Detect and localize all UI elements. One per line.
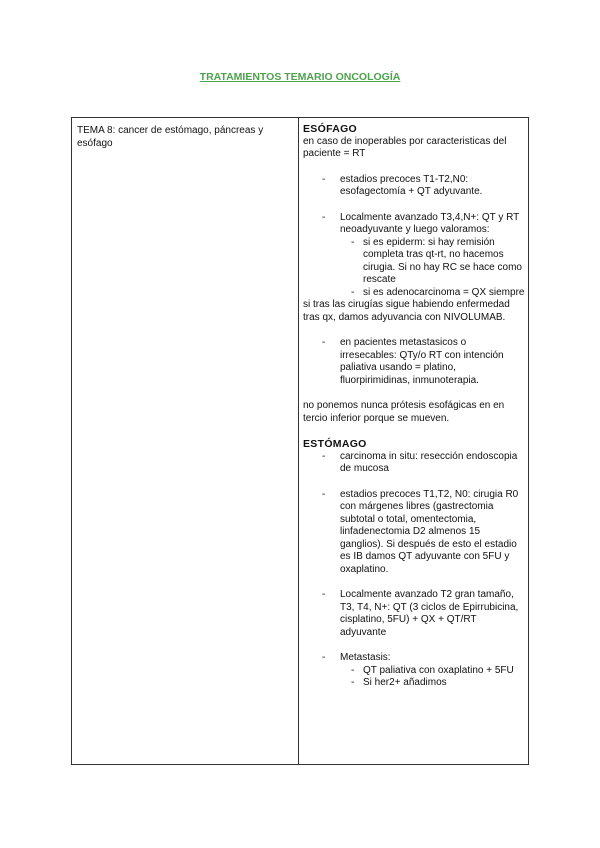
esofago-intro: en caso de inoperables por caracteristicas del paciente = RT <box>303 135 507 159</box>
estomago-item-text: estadios precoces T1,T2, N0: cirugia R0 con márgenes libres (gastrectomia subtotal o total, omentectomia, linfadenectomia D2 almenos 15 ganglios). Si después de esto el estadio es IB damos QT adyuvante con 5FU y oxaplatino. <box>340 488 519 575</box>
estomago-item <box>303 652 525 665</box>
document-title: TRATAMIENTOS TEMARIO ONCOLOGÍA <box>199 71 401 83</box>
bullet-dash: - <box>351 664 355 676</box>
esofago-subitem-text: si es adenocarcinoma = QX siempre <box>363 286 525 298</box>
estomago-heading: ESTÓMAGO <box>303 438 367 450</box>
bullet-dash: - <box>351 286 355 298</box>
esofago-subitem <box>303 237 525 287</box>
bullet-dash: - <box>322 450 326 462</box>
estomago-item <box>303 451 525 476</box>
bullet-dash: - <box>322 652 326 663</box>
estomago-item <box>303 589 525 639</box>
esofago-item <box>303 337 525 387</box>
estomago-subitem <box>303 665 525 678</box>
bullet-dash: - <box>322 589 326 600</box>
treatments-cell <box>303 123 525 690</box>
estomago-subitem-text: Si her2+ añadimos <box>363 677 447 688</box>
esofago-after: si tras las cirugías sigue habiendo enfermedad tras qx, damos adyuvancia con NIVOLUMAB. <box>303 299 510 323</box>
bullet-dash: - <box>351 677 355 688</box>
bullet-dash: - <box>322 211 326 223</box>
column-divider <box>298 118 299 764</box>
estomago-subitem-text: QT paliativa con oxaplatino + 5FU <box>363 664 514 676</box>
bullet-dash: - <box>322 488 326 500</box>
topic-cell: TEMA 8: cancer de estómago, páncreas y esófago <box>77 125 264 149</box>
esofago-subitem-text: si es epiderm: si hay remisión completa tras qt-rt, no hacemos cirugia. Si no hay RC se hace como rescate <box>363 236 522 285</box>
bullet-dash: - <box>322 173 326 185</box>
esofago-item <box>303 174 525 199</box>
estomago-item <box>303 489 525 577</box>
esofago-item-text: estadios precoces T1-T2,N0: esofagectomía + QT adyuvante. <box>340 173 483 197</box>
estomago-item-text: Metastasis: <box>340 652 391 663</box>
esofago-subitem <box>303 287 525 300</box>
bullet-dash: - <box>351 236 355 248</box>
content-table <box>71 117 529 765</box>
esofago-item <box>303 212 525 237</box>
estomago-item-text: Localmente avanzado T2 gran tamaño, T3, T4, N+: QT (3 ciclos de Epirrubicina, cisplatino, 5FU) + QX + QT/RT adyuvante <box>340 589 519 638</box>
estomago-subitem <box>303 677 525 690</box>
esofago-heading: ESÓFAGO <box>303 123 358 135</box>
esofago-item-text: Localmente avanzado T3,4,N+: QT y RT neoadyuvante y luego valoramos: <box>340 211 520 235</box>
esofago-item-text: en pacientes metastasicos o irresecables: QTy/o RT con intención paliativa usando = platino, fluorpirimidinas, inmunoterapia. <box>340 337 504 386</box>
estomago-item-text: carcinoma in situ: resección endoscopia de mucosa <box>340 450 518 474</box>
esofago-note: no ponemos nunca prótesis esofágicas en en tercio inferior porque se mueven. <box>303 400 505 424</box>
bullet-dash: - <box>322 337 326 348</box>
